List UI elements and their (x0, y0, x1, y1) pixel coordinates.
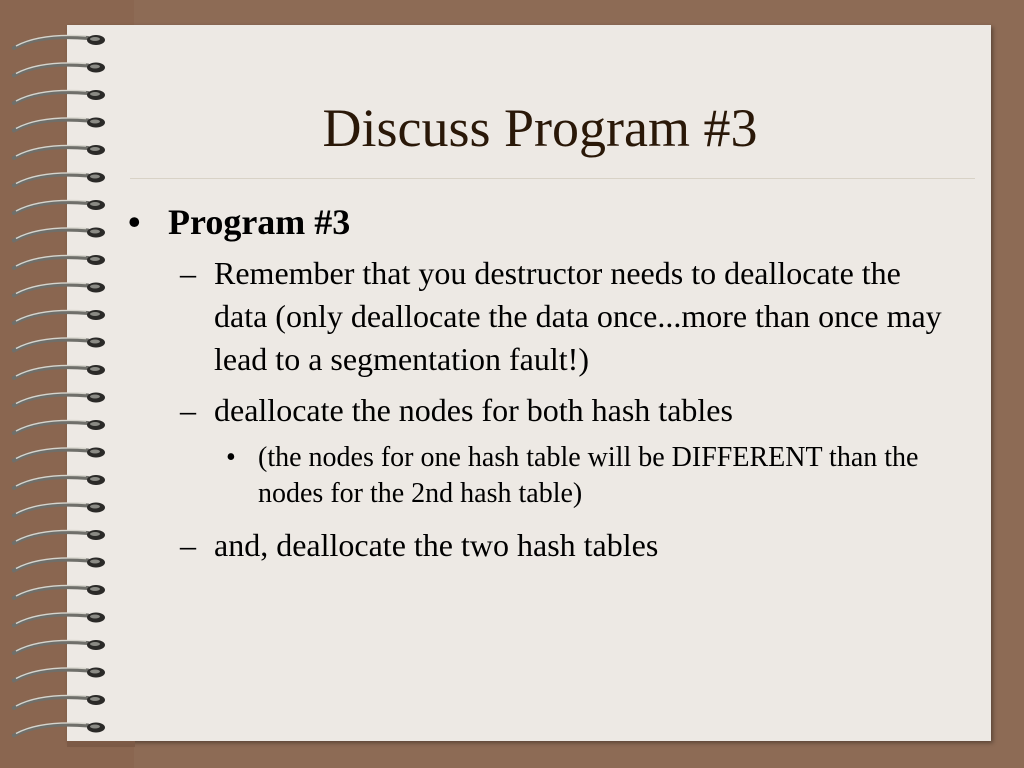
spiral-ring (14, 448, 105, 461)
spiral-ring (14, 695, 105, 708)
spiral-ring (14, 668, 105, 681)
spiral-ring (14, 640, 105, 653)
spiral-ring (14, 530, 105, 543)
spiral-ring (14, 723, 105, 736)
bullet-dot: • (128, 202, 141, 242)
spiral-ring (14, 283, 105, 296)
bullet-text: Program #3 (168, 202, 351, 242)
subitem-hash-tables (128, 524, 958, 567)
spiral-ring (14, 255, 105, 268)
spiral-ring (14, 503, 105, 516)
spiral-ring (14, 35, 105, 48)
spiral-ring (14, 365, 105, 378)
spiral-ring (14, 613, 105, 626)
spiral-ring (14, 475, 105, 488)
spiral-ring (14, 393, 105, 406)
subitem-nodes (128, 389, 958, 432)
title-divider (130, 178, 975, 179)
subitem-text: Remember that you destructor needs to deallocate the data (only deallocate the data once...more than once may lead to a segmentation fault!) (214, 255, 942, 377)
slide-title: Discuss Program #3 (322, 98, 758, 158)
dash-marker: – (180, 255, 196, 291)
spiral-ring (14, 63, 105, 76)
bullet-dot: • (226, 442, 236, 473)
spiral-ring (14, 200, 105, 213)
bullet-program-3 (128, 200, 958, 244)
spiral-ring (14, 173, 105, 186)
subsubitem-text: (the nodes for one hash table will be DIFFERENT than the nodes for the 2nd hash table) (258, 442, 919, 509)
spiral-ring (14, 310, 105, 323)
spiral-ring (14, 558, 105, 571)
subitem-destructor (128, 252, 958, 381)
dash-marker: – (180, 527, 196, 563)
dash-marker: – (180, 392, 196, 428)
spiral-ring (14, 420, 105, 433)
spiral-ring (14, 228, 105, 241)
subitem-text: deallocate the nodes for both hash tables (214, 392, 733, 428)
subitem-text: and, deallocate the two hash tables (214, 527, 659, 563)
spiral-ring (14, 338, 105, 351)
slide-content (128, 200, 958, 575)
spiral-ring (14, 585, 105, 598)
subsubitem-different (128, 440, 958, 512)
